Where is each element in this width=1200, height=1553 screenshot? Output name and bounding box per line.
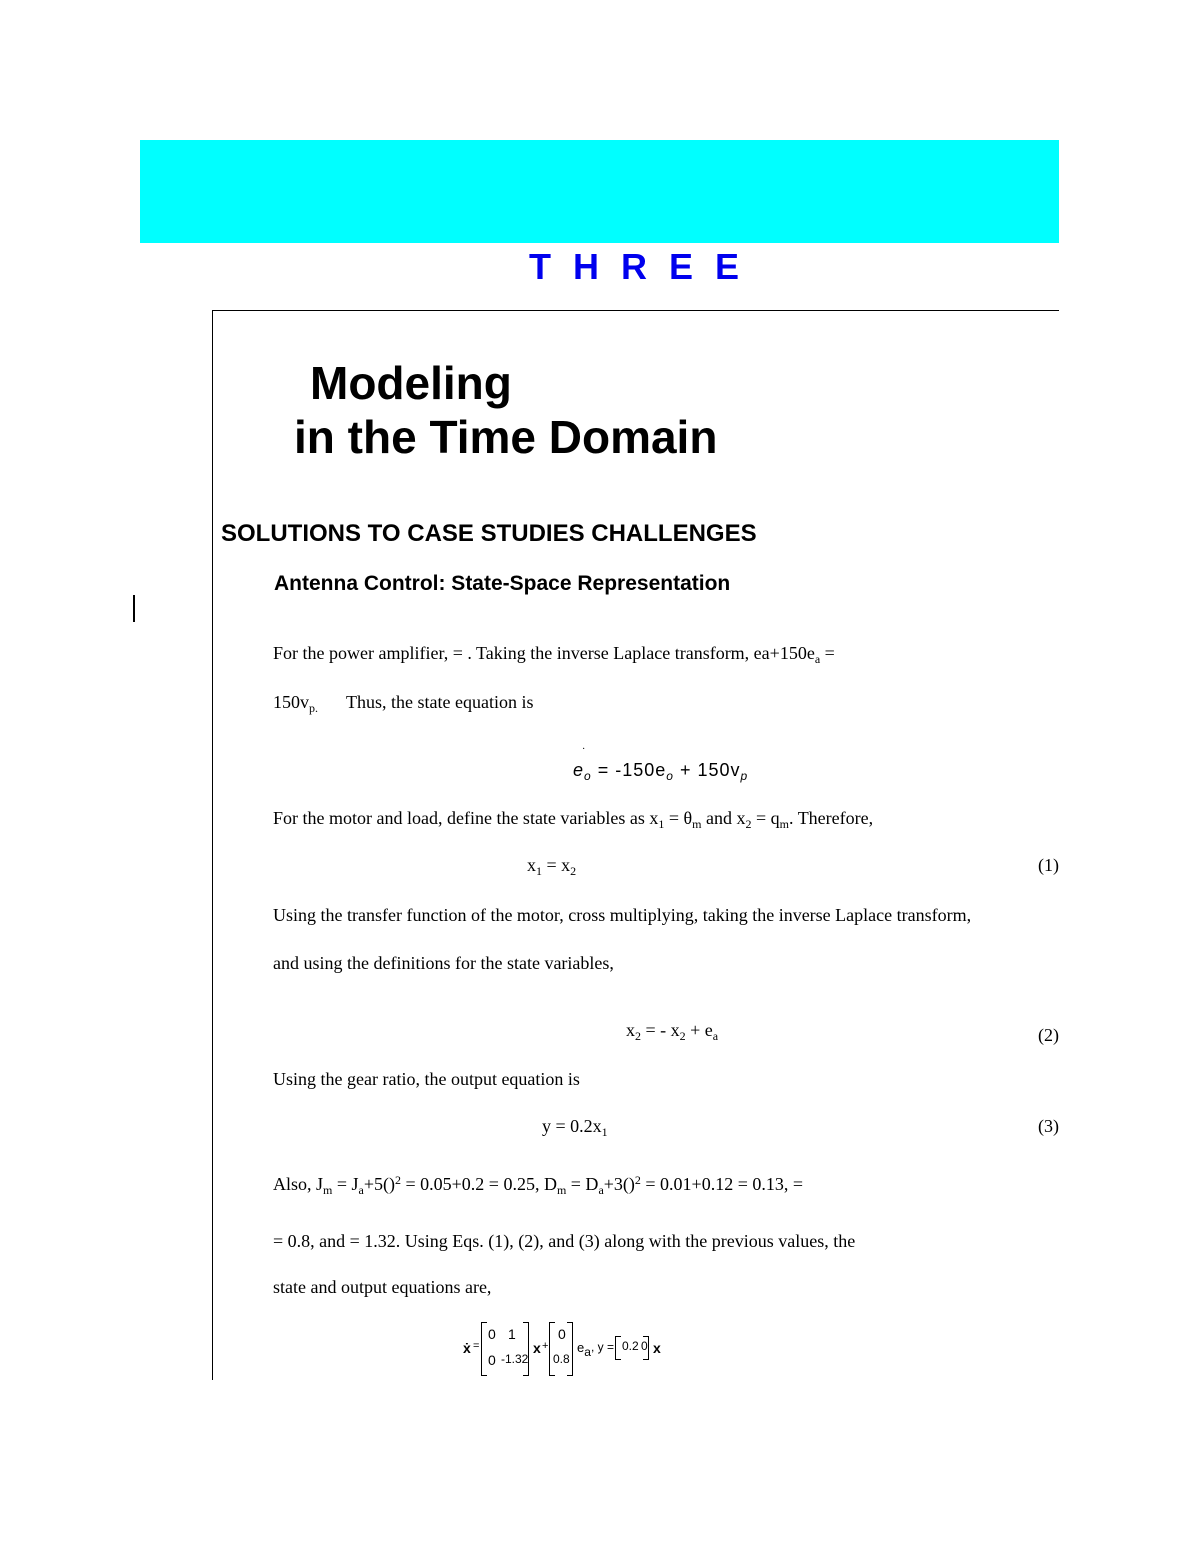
- para1-line2: $150v_{p.}$ Thus, the state equation is: [273, 692, 534, 715]
- plus-sign: +: [542, 1340, 549, 1352]
- para1-line1: For the power amplifier, = . Taking the inverse Laplace transform, $ea+150e_a$ =: [273, 643, 835, 666]
- matrix-a-right-bracket: [523, 1322, 529, 1376]
- matrix-c-cell: 0.2: [622, 1339, 639, 1353]
- matrix-b-cell: 0.8: [553, 1352, 570, 1366]
- para4: Using the gear ratio, the output equation is: [273, 1069, 580, 1089]
- equals-sign: =: [473, 1340, 480, 1352]
- matrix-b-cell: 0: [558, 1326, 566, 1342]
- subsection-heading: Antenna Control: State-Space Representation: [274, 572, 731, 595]
- equation-1-number: (1): [1038, 855, 1059, 875]
- para6-line1: = 0.8, and = 1.32. Using Eqs. (1), (2), and (3) along with the previous values, the: [273, 1231, 856, 1251]
- state-vector-x-output: x: [653, 1340, 661, 1356]
- para5: Also, $J_m = J_a+5()^2 = 0.05+0.2 = 0.25$, $D_m = D_a+3()^2 = 0.01+0.12 = 0.13$, =: [273, 1173, 804, 1197]
- matrix-a-left-bracket: [481, 1322, 487, 1376]
- equation-1: $x_1 = x_2$: [527, 855, 577, 878]
- matrix-b-left-bracket: [549, 1322, 555, 1376]
- dot-accent: ·: [582, 744, 586, 755]
- para3-line1: Using the transfer function of the motor, cross multiplying, taking the inverse Laplace transform,: [273, 905, 972, 925]
- xdot-symbol: ẋ: [463, 1340, 471, 1356]
- top-rule: [212, 310, 1059, 311]
- left-rule: [212, 310, 213, 1380]
- para6-line2: state and output equations are,: [273, 1277, 492, 1297]
- chapter-title-line1: Modeling: [310, 357, 512, 409]
- equation-3: $y = 0.2x_1$: [542, 1116, 608, 1139]
- matrix-c-left-bracket: [615, 1336, 621, 1360]
- chapter-title-line2: in the Time Domain: [294, 411, 718, 463]
- chapter-number: THREE: [528, 246, 761, 287]
- matrix-a-cell: 0: [488, 1326, 496, 1342]
- equation-3-number: (3): [1038, 1116, 1059, 1136]
- para2: For the motor and load, define the state variables as $x_1 = \theta_m$ and $x_2 = q_m$. Therefore,: [273, 808, 874, 831]
- para3-line2: and using the definitions for the state variables,: [273, 953, 614, 973]
- matrix-b-right-bracket: [567, 1322, 573, 1376]
- input-ea: $e_a$: [577, 1340, 591, 1359]
- matrix-a-cell: 0: [488, 1352, 496, 1368]
- equation-2: $x_2$ = - $x_2 + e_a$: [626, 1020, 719, 1043]
- chapter-banner: [140, 140, 1059, 243]
- matrix-a-cell: -1.32: [501, 1352, 529, 1366]
- state-equation: $e_o = -150e_o + 150v_p$: [573, 760, 749, 783]
- text-cursor: [133, 595, 135, 622]
- matrix-equation: [463, 1320, 663, 1378]
- matrix-c-cell: 0: [641, 1339, 648, 1353]
- output-y-label: , y =: [591, 1340, 615, 1354]
- state-vector-x: x: [533, 1340, 541, 1356]
- equation-2-number: (2): [1038, 1025, 1059, 1045]
- matrix-a-cell: 1: [508, 1326, 516, 1342]
- section-heading: SOLUTIONS TO CASE STUDIES CHALLENGES: [221, 520, 757, 547]
- matrix-c-right-bracket: [643, 1336, 649, 1360]
